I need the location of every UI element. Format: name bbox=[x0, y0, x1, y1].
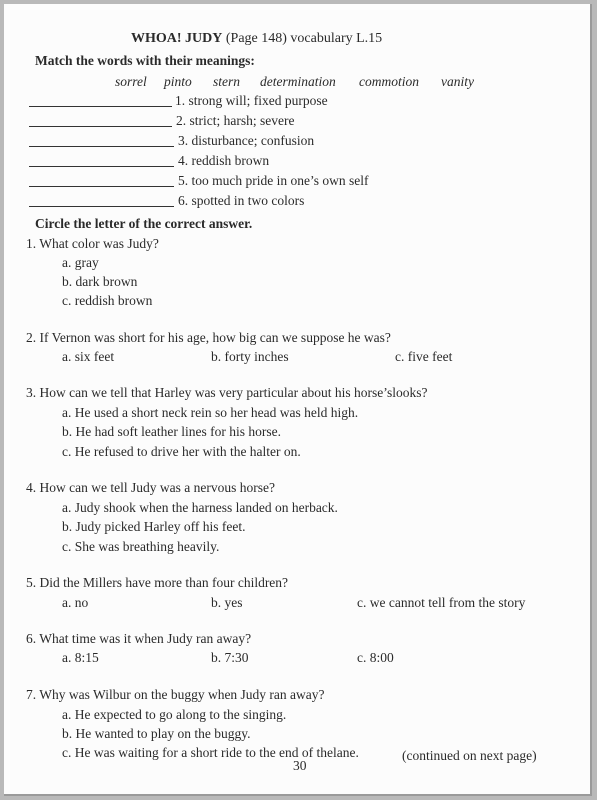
answer-choice[interactable]: a. 8:15 bbox=[62, 650, 99, 665]
answer-blank[interactable] bbox=[29, 146, 174, 147]
matching-definition: 1. strong will; fixed purpose bbox=[175, 93, 328, 108]
page-number: 30 bbox=[293, 758, 307, 773]
answer-choice[interactable]: b. dark brown bbox=[62, 274, 138, 289]
answer-choice[interactable]: c. we cannot tell from the story bbox=[357, 595, 526, 610]
answer-blank[interactable] bbox=[29, 186, 174, 187]
answer-choice[interactable]: b. forty inches bbox=[211, 349, 289, 364]
title-story: WHOA! JUDY bbox=[131, 31, 223, 46]
answer-choice[interactable]: a. He used a short neck rein so her head was held high. bbox=[62, 405, 359, 420]
matching-definition: 5. too much pride in one’s own self bbox=[178, 173, 369, 188]
answer-choice[interactable]: a. no bbox=[62, 595, 89, 610]
title-subtitle: (Page 148) vocabulary L.15 bbox=[222, 31, 383, 46]
question-text: 5. Did the Millers have more than four children? bbox=[26, 575, 289, 590]
worksheet-page bbox=[4, 4, 592, 796]
question-text: 2. If Vernon was short for his age, how big can we suppose he was? bbox=[26, 330, 391, 345]
question-text: 7. Why was Wilbur on the buggy when Judy ran away? bbox=[26, 687, 325, 702]
answer-choice[interactable]: c. She was breathing heavily. bbox=[62, 539, 220, 554]
answer-choice[interactable]: a. Judy shook when the harness landed on herback. bbox=[62, 500, 338, 515]
circle-instruction: Circle the letter of the correct answer. bbox=[35, 216, 253, 231]
answer-choice[interactable]: a. He expected to go along to the singing. bbox=[62, 707, 287, 722]
answer-choice[interactable]: b. He had soft leather lines for his horse. bbox=[62, 424, 281, 439]
answer-choice[interactable]: a. six feet bbox=[62, 349, 115, 364]
matching-definition: 2. strict; harsh; severe bbox=[176, 113, 295, 128]
answer-choice[interactable]: c. He refused to drive her with the halter on. bbox=[62, 444, 301, 459]
answer-choice[interactable]: c. He was waiting for a short ride to the end of thelane. bbox=[62, 745, 359, 760]
question-text: 3. How can we tell that Harley was very particular about his horse’slooks? bbox=[26, 385, 428, 400]
question-text: 6. What time was it when Judy ran away? bbox=[26, 631, 252, 646]
matching-definition: 4. reddish brown bbox=[178, 153, 270, 168]
word-bank-item: determination bbox=[260, 74, 336, 89]
answer-choice[interactable]: b. yes bbox=[211, 595, 243, 610]
matching-instruction: Match the words with their meanings: bbox=[35, 53, 255, 68]
word-bank-item: commotion bbox=[359, 74, 419, 89]
answer-blank[interactable] bbox=[29, 126, 172, 127]
word-bank-item: sorrel bbox=[115, 74, 147, 89]
matching-definition: 6. spotted in two colors bbox=[178, 193, 305, 208]
answer-choice[interactable]: c. five feet bbox=[395, 349, 453, 364]
answer-choice[interactable]: b. Judy picked Harley off his feet. bbox=[62, 519, 246, 534]
answer-blank[interactable] bbox=[29, 106, 172, 107]
word-bank-item: pinto bbox=[164, 74, 192, 89]
answer-choice[interactable]: b. 7:30 bbox=[211, 650, 249, 665]
continued-note: (continued on next page) bbox=[402, 748, 537, 763]
matching-definition: 3. disturbance; confusion bbox=[178, 133, 315, 148]
answer-choice[interactable]: c. reddish brown bbox=[62, 293, 153, 308]
question-text: 4. How can we tell Judy was a nervous horse? bbox=[26, 480, 275, 495]
answer-blank[interactable] bbox=[29, 166, 174, 167]
answer-blank[interactable] bbox=[29, 206, 174, 207]
page-title bbox=[131, 31, 382, 47]
answer-choice[interactable]: b. He wanted to play on the buggy. bbox=[62, 726, 251, 741]
question-text: 1. What color was Judy? bbox=[26, 236, 159, 251]
word-bank-item: stern bbox=[213, 74, 240, 89]
answer-choice[interactable]: a. gray bbox=[62, 255, 99, 270]
word-bank-item: vanity bbox=[441, 74, 474, 89]
answer-choice[interactable]: c. 8:00 bbox=[357, 650, 394, 665]
